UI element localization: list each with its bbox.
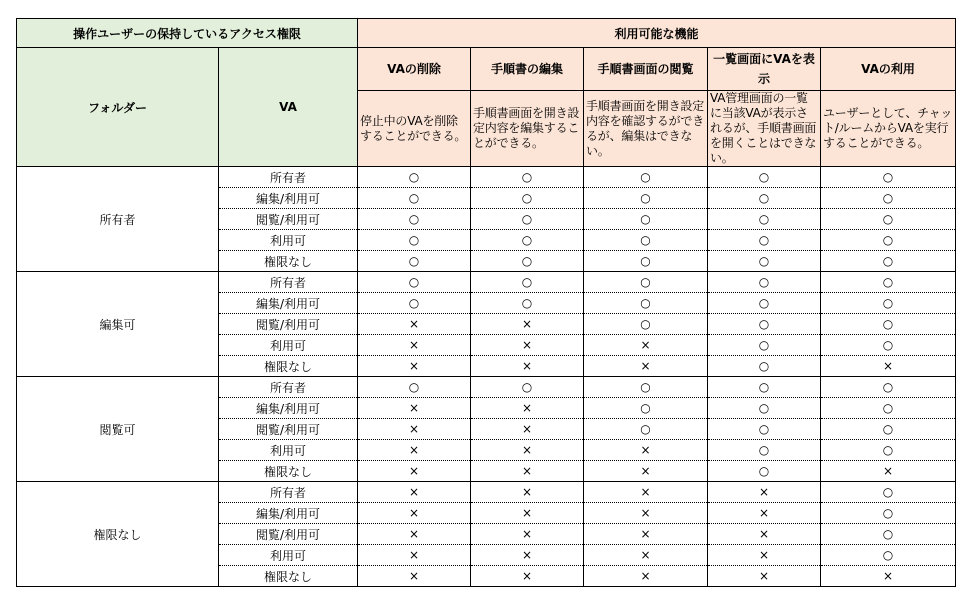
availability-mark: ○	[584, 398, 708, 419]
availability-mark: ○	[821, 188, 956, 209]
availability-mark: ○	[584, 293, 708, 314]
va-permission-cell: 閲覧/利用可	[219, 419, 358, 440]
function-name-list-display: 一覧画面にVAを表示	[708, 48, 821, 91]
availability-mark: ○	[584, 377, 708, 398]
availability-mark: ×	[471, 524, 584, 545]
va-permission-cell: 所有者	[219, 377, 358, 398]
availability-mark: ○	[821, 377, 956, 398]
availability-mark: ○	[358, 272, 471, 293]
va-permission-cell: 権限なし	[219, 566, 358, 587]
availability-mark: ○	[358, 377, 471, 398]
availability-mark: ○	[584, 419, 708, 440]
function-desc-list-display: VA管理画面の一覧に当該VAが表示されるが、手順書画面を開くことはできない。	[708, 91, 821, 167]
availability-mark: ×	[708, 482, 821, 503]
va-permission-cell: 権限なし	[219, 356, 358, 377]
availability-mark: ○	[584, 314, 708, 335]
availability-mark: ×	[584, 356, 708, 377]
availability-mark: ×	[471, 545, 584, 566]
availability-mark: ○	[708, 251, 821, 272]
availability-mark: ×	[584, 566, 708, 587]
availability-mark: ○	[821, 314, 956, 335]
va-permission-cell: 編集/利用可	[219, 293, 358, 314]
availability-mark: ○	[471, 272, 584, 293]
availability-mark: ○	[358, 251, 471, 272]
availability-mark: ×	[584, 335, 708, 356]
availability-mark: ○	[708, 377, 821, 398]
table-row	[17, 482, 956, 503]
availability-mark: ○	[821, 251, 956, 272]
availability-mark: ○	[821, 272, 956, 293]
availability-mark: ○	[821, 419, 956, 440]
availability-mark: ×	[358, 503, 471, 524]
availability-mark: ×	[584, 440, 708, 461]
availability-mark: ×	[471, 566, 584, 587]
function-name-delete-va: VAの削除	[358, 48, 471, 91]
availability-mark: ○	[708, 188, 821, 209]
availability-mark: ○	[708, 314, 821, 335]
availability-mark: ×	[821, 461, 956, 482]
availability-mark: ×	[584, 524, 708, 545]
permission-matrix-body	[17, 167, 956, 587]
va-permission-cell: 利用可	[219, 545, 358, 566]
availability-mark: ○	[471, 377, 584, 398]
availability-mark: ×	[471, 503, 584, 524]
availability-mark: ×	[708, 524, 821, 545]
availability-mark: ×	[358, 356, 471, 377]
availability-mark: ×	[471, 461, 584, 482]
availability-mark: ○	[471, 293, 584, 314]
folder-column-header: フォルダー	[17, 48, 219, 167]
availability-mark: ○	[358, 188, 471, 209]
availability-mark: ×	[358, 461, 471, 482]
availability-mark: ○	[708, 293, 821, 314]
availability-mark: ○	[821, 209, 956, 230]
va-permission-cell: 所有者	[219, 272, 358, 293]
function-desc-delete-va: 停止中のVAを削除することができる。	[358, 91, 471, 167]
availability-mark: ×	[584, 482, 708, 503]
availability-mark: ○	[358, 230, 471, 251]
va-permission-cell: 閲覧/利用可	[219, 209, 358, 230]
availability-mark: ○	[821, 398, 956, 419]
va-permission-cell: 利用可	[219, 335, 358, 356]
availability-mark: ×	[708, 503, 821, 524]
function-desc-view-procedure: 手順書画面を開き設定内容を確認するができるが、編集はできない。	[584, 91, 708, 167]
availability-mark: ×	[471, 335, 584, 356]
availability-mark: ○	[708, 356, 821, 377]
folder-permission-cell: 所有者	[17, 167, 219, 272]
available-functions-header: 利用可能な機能	[358, 19, 956, 48]
availability-mark: ×	[471, 440, 584, 461]
availability-mark: ○	[708, 398, 821, 419]
availability-mark: ×	[821, 356, 956, 377]
availability-mark: ×	[471, 419, 584, 440]
va-permission-cell: 編集/利用可	[219, 188, 358, 209]
va-permission-cell: 権限なし	[219, 461, 358, 482]
availability-mark: ○	[821, 440, 956, 461]
availability-mark: ○	[821, 335, 956, 356]
folder-permission-cell: 編集可	[17, 272, 219, 377]
function-desc-edit-procedure: 手順書画面を開き設定内容を編集することができる。	[471, 91, 584, 167]
availability-mark: ×	[358, 524, 471, 545]
availability-mark: ○	[821, 545, 956, 566]
va-permission-cell: 利用可	[219, 230, 358, 251]
availability-mark: ×	[358, 335, 471, 356]
availability-mark: ○	[821, 293, 956, 314]
availability-mark: ×	[708, 545, 821, 566]
availability-mark: ○	[708, 167, 821, 188]
availability-mark: ×	[358, 398, 471, 419]
availability-mark: ○	[584, 230, 708, 251]
availability-mark: ○	[708, 419, 821, 440]
availability-mark: ×	[471, 482, 584, 503]
availability-mark: ○	[471, 230, 584, 251]
availability-mark: ○	[358, 167, 471, 188]
availability-mark: ×	[584, 545, 708, 566]
availability-mark: ×	[471, 314, 584, 335]
va-permission-cell: 閲覧/利用可	[219, 524, 358, 545]
availability-mark: ×	[471, 398, 584, 419]
availability-mark: ×	[821, 566, 956, 587]
availability-mark: ○	[471, 251, 584, 272]
availability-mark: ○	[358, 293, 471, 314]
va-permission-cell: 編集/利用可	[219, 398, 358, 419]
availability-mark: ○	[708, 272, 821, 293]
availability-mark: ×	[358, 566, 471, 587]
availability-mark: ○	[584, 251, 708, 272]
va-permission-cell: 所有者	[219, 482, 358, 503]
availability-mark: ○	[821, 482, 956, 503]
va-permission-cell: 利用可	[219, 440, 358, 461]
va-permission-cell: 権限なし	[219, 251, 358, 272]
table-row	[17, 377, 956, 398]
availability-mark: ○	[584, 272, 708, 293]
availability-mark: ×	[358, 419, 471, 440]
availability-mark: ○	[584, 209, 708, 230]
availability-mark: ×	[358, 482, 471, 503]
availability-mark: ○	[708, 461, 821, 482]
availability-mark: ○	[708, 440, 821, 461]
availability-mark: ×	[358, 545, 471, 566]
availability-mark: ○	[471, 167, 584, 188]
folder-permission-cell: 権限なし	[17, 482, 219, 587]
availability-mark: ×	[708, 566, 821, 587]
availability-mark: ○	[471, 188, 584, 209]
user-permission-header: 操作ユーザーの保持しているアクセス権限	[17, 19, 358, 48]
function-name-edit-procedure: 手順書の編集	[471, 48, 584, 91]
availability-mark: ×	[584, 461, 708, 482]
availability-mark: ○	[708, 209, 821, 230]
permission-matrix-table	[16, 18, 956, 587]
availability-mark: ○	[821, 524, 956, 545]
availability-mark: ○	[471, 209, 584, 230]
availability-mark: ○	[584, 188, 708, 209]
availability-mark: ○	[821, 503, 956, 524]
va-permission-cell: 閲覧/利用可	[219, 314, 358, 335]
availability-mark: ○	[358, 209, 471, 230]
availability-mark: ○	[821, 167, 956, 188]
va-permission-cell: 編集/利用可	[219, 503, 358, 524]
va-permission-cell: 所有者	[219, 167, 358, 188]
availability-mark: ○	[821, 230, 956, 251]
table-row	[17, 167, 956, 188]
function-desc-use-va: ユーザーとして、チャット/ルームからVAを実行することができる。	[821, 91, 956, 167]
table-row	[17, 272, 956, 293]
availability-mark: ×	[584, 503, 708, 524]
availability-mark: ×	[358, 314, 471, 335]
folder-permission-cell: 閲覧可	[17, 377, 219, 482]
availability-mark: ○	[708, 230, 821, 251]
availability-mark: ×	[471, 356, 584, 377]
function-name-view-procedure: 手順書画面の閲覧	[584, 48, 708, 91]
availability-mark: ○	[584, 167, 708, 188]
availability-mark: ○	[708, 335, 821, 356]
va-column-header: VA	[219, 48, 358, 167]
function-name-use-va: VAの利用	[821, 48, 956, 91]
availability-mark: ×	[358, 440, 471, 461]
